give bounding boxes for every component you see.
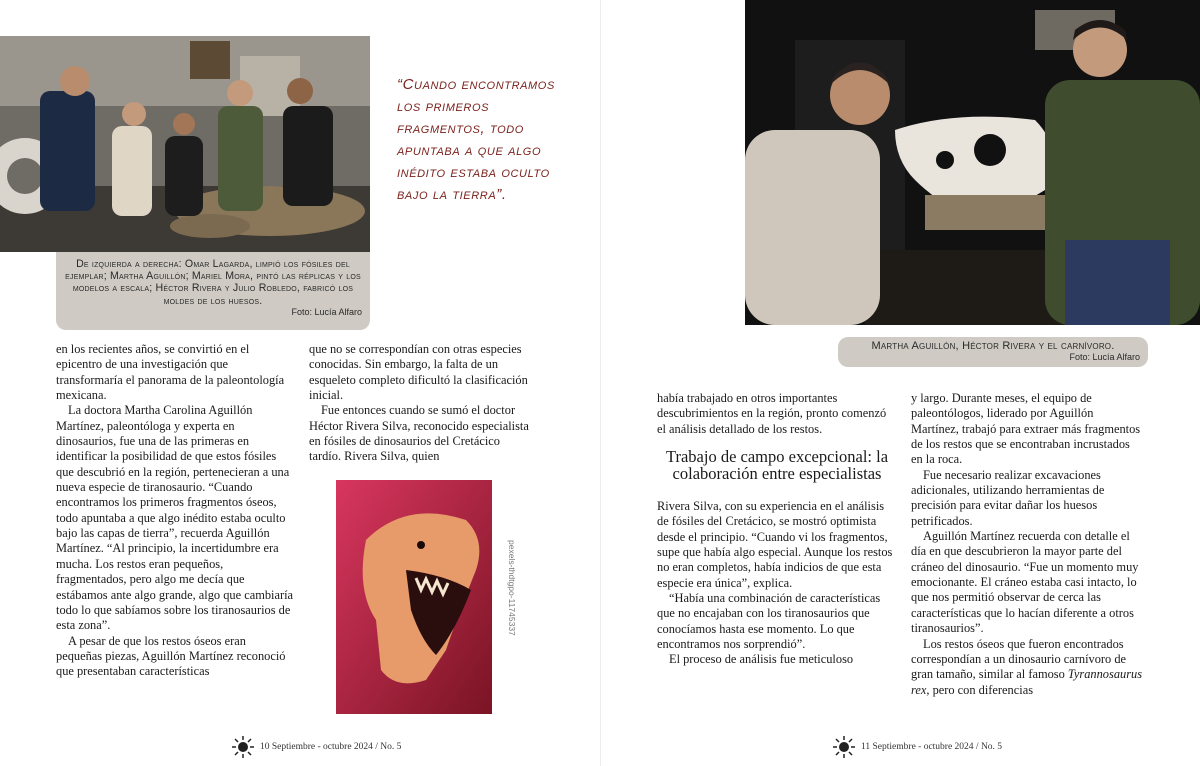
paragraph: Fue necesario realizar excavaciones adicionales, utilizando herramientas de precisión para evitar dañar los huesos petrificados. bbox=[911, 467, 1105, 528]
paragraph: Aguillón Martínez recuerda con detalle el día en que descubrieron la mayor parte del cráneo del dinosaurio. “Fue un momento muy emocionante. El cráneo estaba casi intacto, lo que nos permitió observar de cerca las características que lo hacían diferente a otros tiranosaurios”. bbox=[911, 529, 1139, 636]
caption-text: Martha Aguillón, Héctor Rivera y el carnívoro. bbox=[871, 340, 1115, 352]
portrait-caption bbox=[838, 337, 1148, 367]
spread-gutter bbox=[600, 0, 601, 766]
right-column-1 bbox=[657, 499, 897, 668]
right-footer bbox=[833, 736, 1002, 758]
left-column-1 bbox=[56, 342, 294, 680]
paragraph: A pesar de que los restos óseos eran pequeñas piezas, Aguillón Martínez reconoció que presentaban características bbox=[56, 633, 286, 679]
paragraph: El proceso de análisis fue meticuloso bbox=[669, 652, 854, 667]
sun-icon bbox=[833, 736, 855, 758]
paragraph: Rivera Silva, con su experiencia en el análisis de fósiles del Cretácico, se mostró optimista desde el principio. “Cuando vi los fragmentos, supe que había algo especial. Aunque los restos no eran completos, había indicios de que esta especie era única”, explica. bbox=[657, 499, 893, 590]
paragraph: en los recientes años, se convirtió en el epicentro de una investigación que transformaría el panorama de la paleontología mexicana. bbox=[56, 342, 285, 403]
caption-text: De izquierda a derecha: Omar Lagarda, limpió los fósiles del ejemplar; Martha Aguillón; Mariel Mora, pintó las réplicas y los modelos a escala; Héctor Rivera y Julio Robledo, fabricó los moldes de los huesos. bbox=[65, 258, 361, 307]
page-number-right: 11 Septiembre - octubre 2024 / No. 5 bbox=[861, 742, 1003, 752]
right-column-1-top bbox=[657, 391, 897, 437]
photo-credit: Foto: Lucía Alfaro bbox=[291, 306, 362, 317]
team-photo-caption bbox=[56, 252, 370, 330]
paragraph: había trabajado en otros importantes descubrimientos en la región, pronto comenzó el análisis detallado de los restos. bbox=[657, 391, 887, 436]
dinosaur-photo-credit: pexels-thdtgpo-11745337 bbox=[507, 540, 517, 636]
left-footer bbox=[232, 736, 401, 758]
paragraph: “Había una combinación de características que no encajaban con los tiranosaurios que conocíamos hasta ese momento. Lo que encontramos nos sorprendió”. bbox=[657, 591, 881, 652]
paragraph: y largo. Durante meses, el equipo de paleontólogos, liderado por Aguillón Martínez, trabajó para extraer más fragmentos de los restos que se encontraban incrustados en la roca. bbox=[911, 391, 1141, 467]
section-subheading: Trabajo de campo excepcional: la colaboración entre especialistas bbox=[665, 447, 889, 483]
sun-icon bbox=[232, 736, 254, 758]
photo-credit: Foto: Lucía Alfaro bbox=[1069, 352, 1140, 363]
team-photo bbox=[0, 36, 370, 252]
pull-quote: “Cuando encontramos los primeros fragmentos, todo apuntaba a que algo inédito estaba oculto bajo la tierra”. bbox=[397, 76, 555, 203]
portrait-photo bbox=[745, 0, 1200, 325]
paragraph: que no se correspondían con otras especies conocidas. Sin embargo, la falta de un esqueleto completo dificultó la clasificación inicial. bbox=[309, 342, 528, 403]
right-column-2 bbox=[911, 391, 1143, 698]
page-number-left: 10 Septiembre - octubre 2024 / No. 5 bbox=[260, 742, 402, 752]
dinosaur-photo bbox=[336, 480, 492, 714]
left-column-2 bbox=[309, 342, 531, 465]
paragraph-text: Los restos óseos que fueron encontrados correspondían a un dinosaurio carnívoro de gran tamaño, similar al famoso bbox=[911, 636, 1127, 682]
paragraph bbox=[911, 637, 1143, 698]
paragraph: Fue entonces cuando se sumó el doctor Héctor Rivera Silva, reconocido especialista en fósiles de dinosaurios del Cretácico tardío. Rivera Silva, quien bbox=[309, 403, 529, 464]
species-name: Tyrannosaurus rex bbox=[911, 667, 1143, 697]
paragraph: La doctora Martha Carolina Aguillón Martínez, paleontóloga y experta en dinosaurios, fue una de las primeras en identificar la posibilidad de que estos fósiles que descubrió en la región, pertenecieran a una nueva especie de tiranosaurio. “Cuando encontramos los primeros fragmentos óseos, todo apuntaba a que algo inédito estaba oculto bajo las capas de tierra”, recuerda Aguillón Martínez. “Al principio, la incertidumbre era mucha. Los restos eran pequeños, fragmentados, pero algo me decía que estábamos ante algo grande, algo que cambiaría todo lo que sabíamos sobre los tiranosaurios de esta zona”. bbox=[56, 403, 294, 633]
paragraph-tail: , pero con diferencias bbox=[926, 682, 1034, 697]
